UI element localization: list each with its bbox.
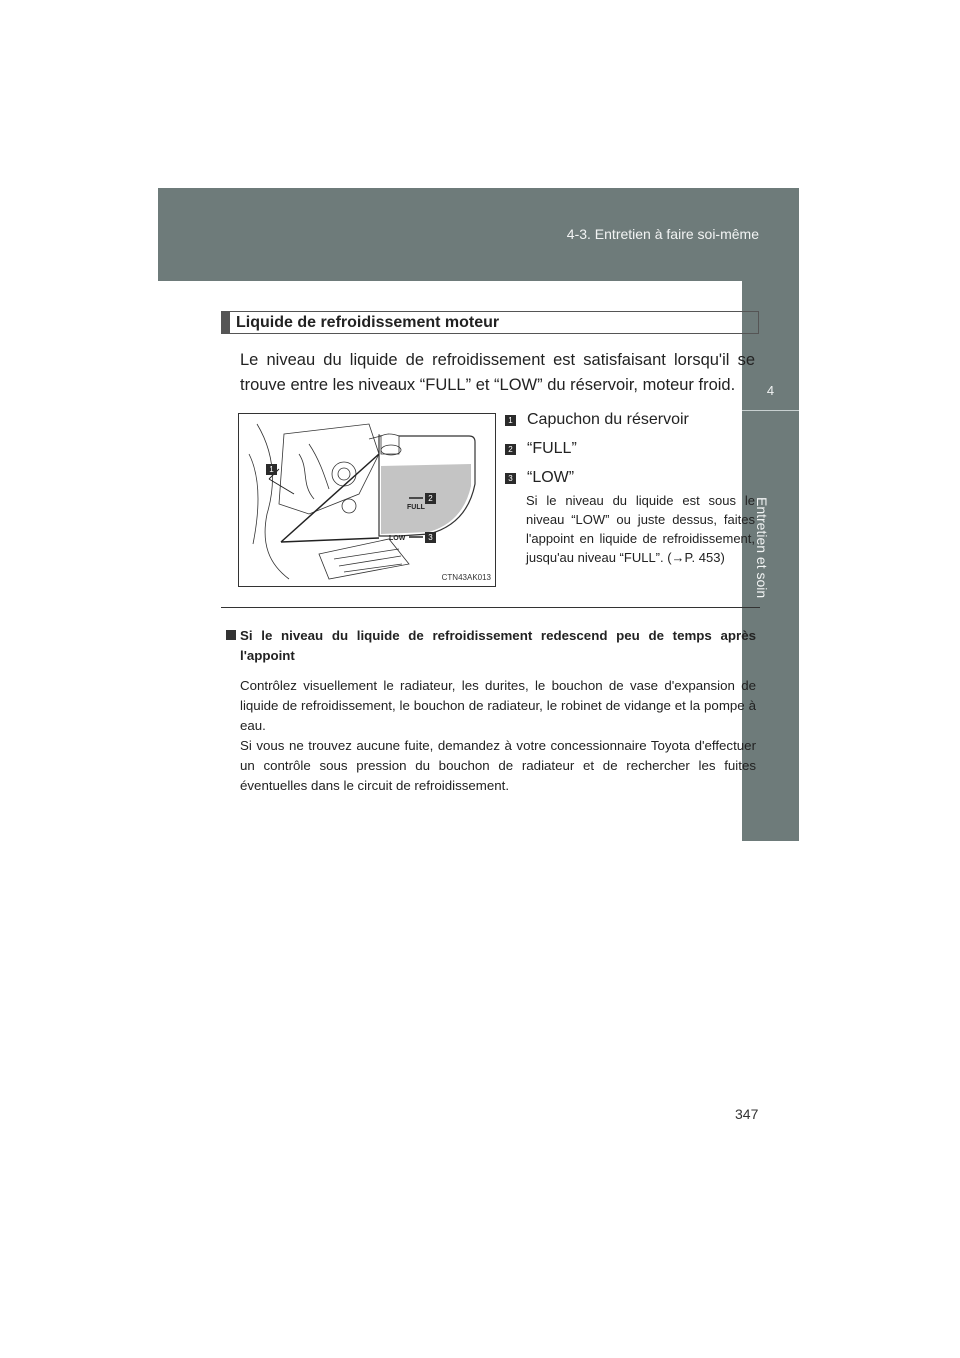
legend-number: 2 [505,444,516,455]
engine-drawing [239,414,495,586]
legend-label: Capuchon du réservoir [527,411,689,428]
section-heading [221,311,759,334]
figure-low-label: LOW [389,535,406,542]
figure-callout-1: 1 [266,464,277,475]
section-heading-bar [222,312,230,333]
chapter-number: 4 [766,383,775,398]
callout-legend [505,408,755,495]
legend-number: 1 [505,415,516,426]
subsection-paragraph-2: Si vous ne trouvez aucune fuite, demandez à votre concessionnaire Toyota d'effectuer un contrôle sous pression du bouchon de radiateur et de rechercher les fuites éventuelles dans le circuit de refroidissement. [240,738,756,793]
legend-label: “FULL” [527,440,577,457]
reservoir-callout [379,434,475,537]
chapter-title: 4-3. Entretien à faire soi-même [566,226,759,242]
level-note: Si le niveau du liquide est sous le niveau “LOW” ou juste dessus, faites l'appoint en liquide de refroidissement, jusqu'au niveau “FULL”. (→P. 453) [526,493,755,565]
legend-item [505,408,755,432]
figure-callout-3: 3 [425,532,436,543]
page-number: 347 [735,1106,759,1122]
legend-item [505,437,755,461]
chapter-header [158,188,799,281]
figure-callout-2: 2 [425,493,436,504]
info-subsection [226,626,756,796]
square-bullet-icon [226,630,236,640]
subsection-title: Si le niveau du liquide de refroidissement redescend peu de temps après l'appoint [240,628,756,663]
legend-number: 3 [505,473,516,484]
subsection-paragraph-1: Contrôlez visuellement le radiateur, les durites, le bouchon de vase d'expansion de liquide de refroidissement, le bouchon de radiateur, le robinet de vidange et la pompe à eau. [240,678,756,733]
section-divider [221,607,760,608]
figure-full-label: FULL [407,504,425,511]
engine-illustration [238,413,496,587]
section-title: Liquide de refroidissement moteur [236,314,500,331]
chapter-label: Entretien et soin [754,497,770,599]
subsection-body [240,676,756,796]
legend-item [505,466,755,490]
figure-code: CTN43AK013 [441,573,491,582]
legend-label: “LOW” [527,469,575,486]
intro-paragraph: Le niveau du liquide de refroidissement est satisfaisant lorsqu'il se trouve entre les niveaux “FULL” et “LOW” du réservoir, moteur froid. [240,351,755,394]
